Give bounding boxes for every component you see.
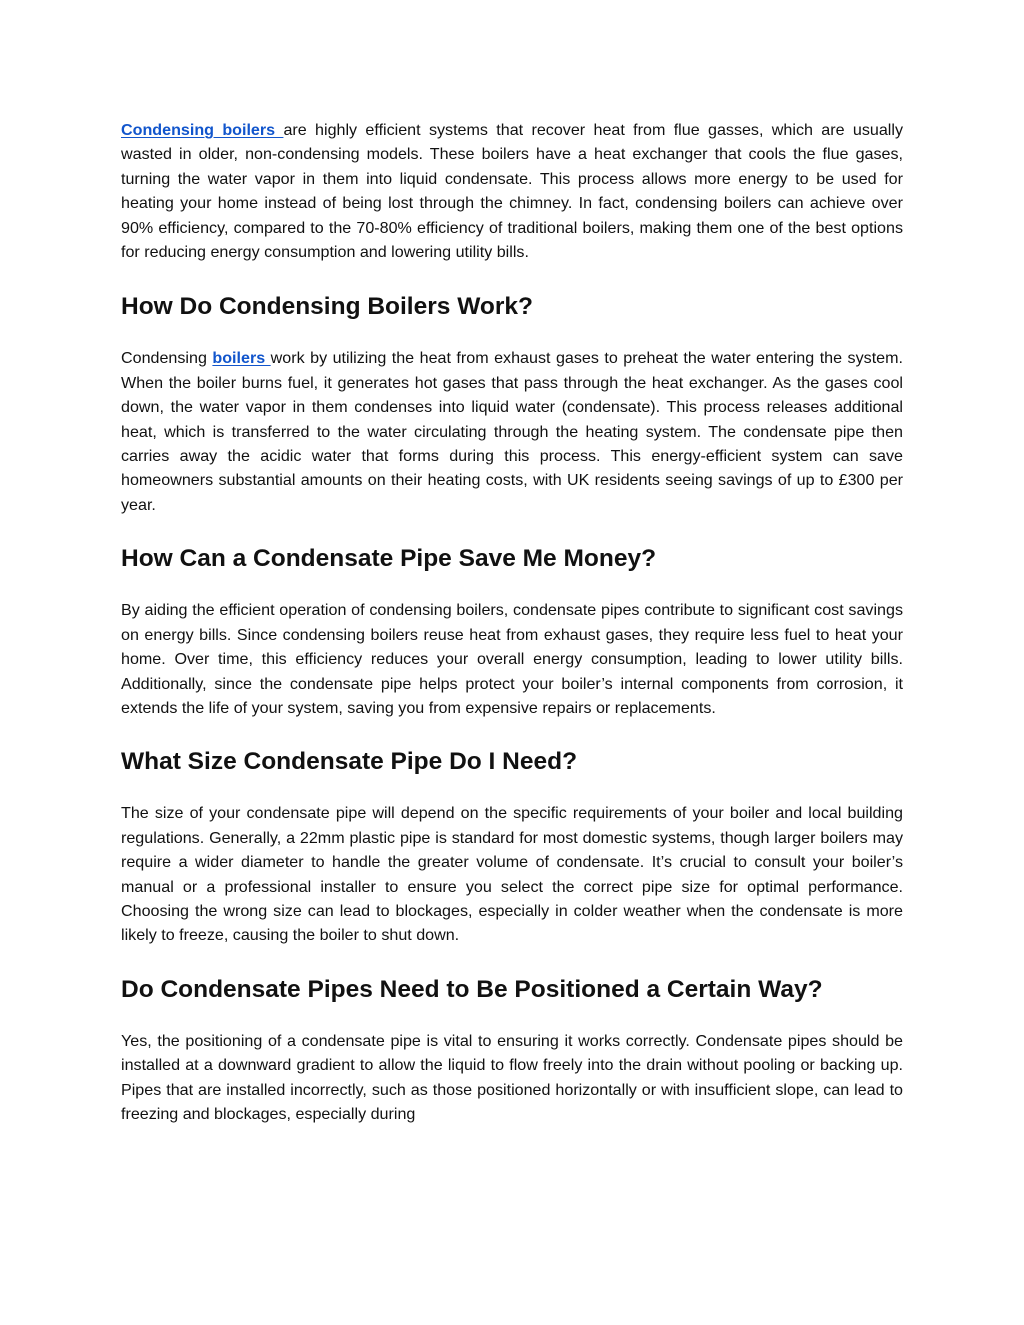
section-paragraph-save-money: By aiding the efficient operation of condensing boilers, condensate pipes contribute to significant cost savings on energy bills. Since condensing boilers reuse heat from exhaust gases, they require less fuel to heat your home. Over time, this efficiency reduces your overall energy consumption, leading to lower utility bills. Additionally, since the condensate pipe helps protect your boiler’s internal components from corrosion, it extends the life of your system, saving you from expensive repairs or replacements.	[121, 601, 903, 717]
intro-text: are highly efficient systems that recover heat from flue gasses, which are usually wasted in older, non-condensing models. These boilers have a heat exchanger that cools the flue gases, turning the water vapor in them into liquid condensate. This process allows more energy to be used for heating your home instead of being lost through the chimney. In fact, condensing boilers can achieve over 90% efficiency, compared to the 70-80% efficiency of traditional boilers, making them one of the best options for reducing energy consumption and lowering utility bills.	[121, 121, 903, 262]
section-heading-save-money: How Can a Condensate Pipe Save Me Money?	[121, 545, 657, 573]
section-paragraph-how-work	[121, 346, 903, 517]
boilers-link[interactable]: boilers	[212, 349, 271, 368]
section-heading-how-work: How Do Condensing Boilers Work?	[121, 293, 533, 321]
section-text-prefix: Condensing	[121, 349, 213, 368]
condensing-boilers-link[interactable]: Condensing boilers	[121, 121, 284, 139]
document-page	[121, 118, 903, 1126]
intro-paragraph	[121, 118, 903, 264]
section-heading-positioning: Do Condensate Pipes Need to Be Positioned a Certain Way?	[121, 975, 823, 1003]
section-paragraph-pipe-size: The size of your condensate pipe will depend on the specific requirements of your boiler and local building regulations. Generally, a 22mm plastic pipe is standard for most domestic systems, though larger boilers may require a wider diameter to handle the greater volume of condensate. It’s crucial to consult your boiler’s manual or a professional installer to ensure you select the correct pipe size for optimal performance. Choosing the wrong size can lead to blockages, especially in colder weather when the condensate is more likely to freeze, causing the boiler to shut down.	[121, 804, 903, 945]
section-heading-pipe-size: What Size Condensate Pipe Do I Need?	[121, 748, 578, 776]
section-paragraph-positioning: Yes, the positioning of a condensate pipe is vital to ensuring it works correctly. Condensate pipes should be installed at a downward gradient to allow the liquid to flow freely into the drain without pooling or backing up. Pipes that are installed incorrectly, such as those positioned horizontally or with insufficient slope, can lead to freezing and blockages, especially during	[121, 1031, 903, 1123]
section-text: work by utilizing the heat from exhaust gases to preheat the water entering the system. When the boiler burns fuel, it generates hot gases that pass through the heat exchanger. As the gases cool down, the water vapor in them condenses into liquid water (condensate). This process releases additional heat, which is transferred to the water circulating through the heating system. The condensate pipe then carries away the acidic water that forms during this process. This energy-efficient system can save homeowners substantial amounts on their heating costs, with UK residents seeing savings of up to £300 per year.	[121, 349, 903, 514]
